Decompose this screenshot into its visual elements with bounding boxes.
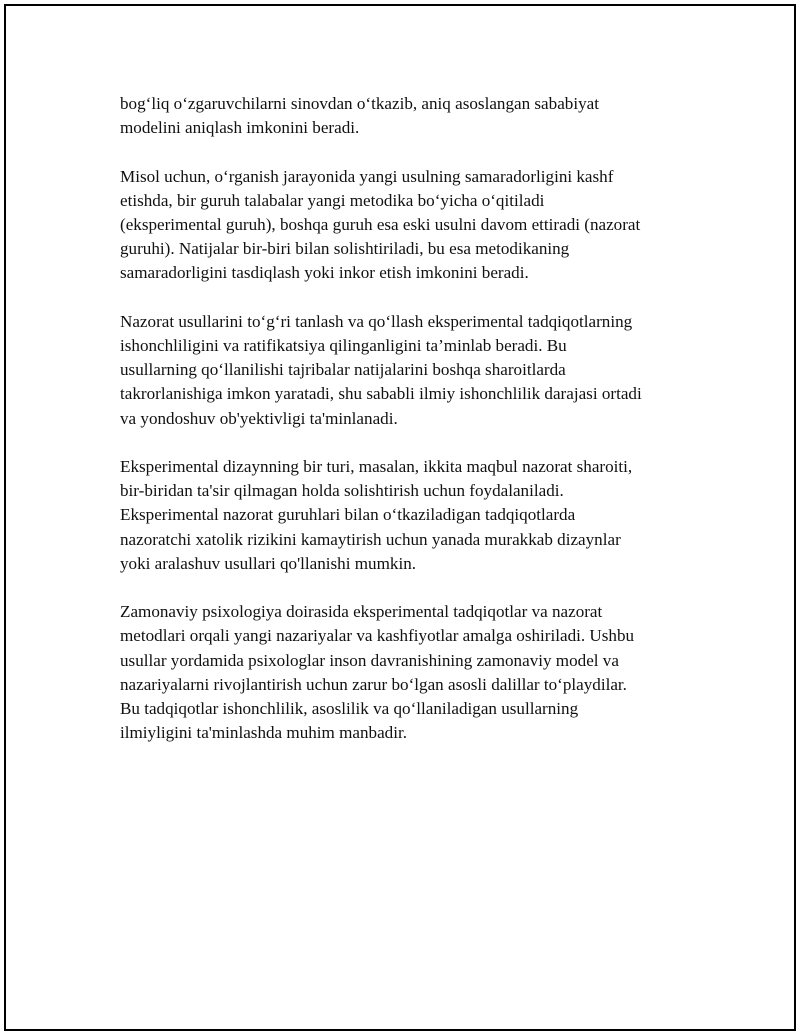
text-line: takrorlanishiga imkon yaratadi, shu sababli ilmiy ishonchlilik darajasi ortadi	[120, 384, 642, 404]
text-line: ilmiyligini ta'minlashda muhim manbadir.	[120, 723, 407, 743]
paragraph-3	[120, 310, 690, 431]
text-line: nazariyalarni rivojlantirish uchun zarur bo‘lgan asosli dalillar to‘playdilar.	[120, 674, 627, 694]
text-line: yoki aralashuv usullari qo'llanishi mumkin.	[120, 553, 417, 573]
text-line: samaradorligini tasdiqlash yoki inkor etish imkonini beradi.	[120, 263, 529, 283]
text-line: etishda, bir guruh talabalar yangi metodika bo‘yicha o‘qitiladi	[120, 190, 545, 210]
text-line: Eksperimental dizaynning bir turi, masalan, ikkita maqbul nazorat sharoiti,	[120, 457, 633, 476]
text-line: Nazorat usullarini to‘g‘ri tanlash va qo‘llash eksperimental tadqiqotlarning	[120, 311, 633, 331]
text-line: Zamonaviy psixologiya doirasida eksperimental tadqiqotlar va nazorat	[120, 602, 603, 622]
text-line: (eksperimental guruh), boshqa guruh esa eski usulni davom ettiradi (nazorat	[120, 215, 641, 234]
text-line: guruhi). Natijalar bir-biri bilan solishtiriladi, bu esa metodikaning	[120, 239, 570, 259]
paragraph-2	[120, 165, 690, 286]
text-line: bog‘liq o‘zgaruvchilarni sinovdan o‘tkazib, aniq asoslangan sababiyat	[120, 94, 599, 113]
text-line: Misol uchun, o‘rganish jarayonida yangi usulning samaradorligini kashf	[120, 166, 614, 186]
text-line: Bu tadqiqotlar ishonchlilik, asoslilik va qo‘llaniladigan usullarning	[120, 699, 579, 719]
text-line: va yondoshuv ob'yektivligi ta'minlanadi.	[120, 408, 398, 428]
text-line: bir-biridan ta'sir qilmagan holda solishtirish uchun foydalaniladi.	[120, 481, 564, 501]
paragraph-1	[120, 92, 690, 140]
text-line: Eksperimental nazorat guruhlari bilan o‘tkaziladigan tadqiqotlarda	[120, 505, 576, 525]
text-line: nazoratchi xatolik rizikini kamaytirish uchun yanada murakkab dizaynlar	[120, 529, 621, 549]
paragraph-4	[120, 455, 690, 576]
document-body	[120, 92, 690, 770]
text-line: usullarning qo‘llanilishi tajribalar natijalarini boshqa sharoitlarda	[120, 360, 566, 380]
paragraph-5	[120, 600, 690, 745]
text-line: modelini aniqlash imkonini beradi.	[120, 118, 360, 138]
page-frame	[4, 4, 796, 1031]
text-line: metodlari orqali yangi nazariyalar va kashfiyotlar amalga oshiriladi. Ushbu	[120, 626, 635, 646]
text-line: ishonchliligini va ratifikatsiya qilinganligini ta’minlab beradi. Bu	[120, 336, 567, 355]
text-line: usullar yordamida psixologlar inson davranishining zamonaviy model va	[120, 650, 619, 670]
